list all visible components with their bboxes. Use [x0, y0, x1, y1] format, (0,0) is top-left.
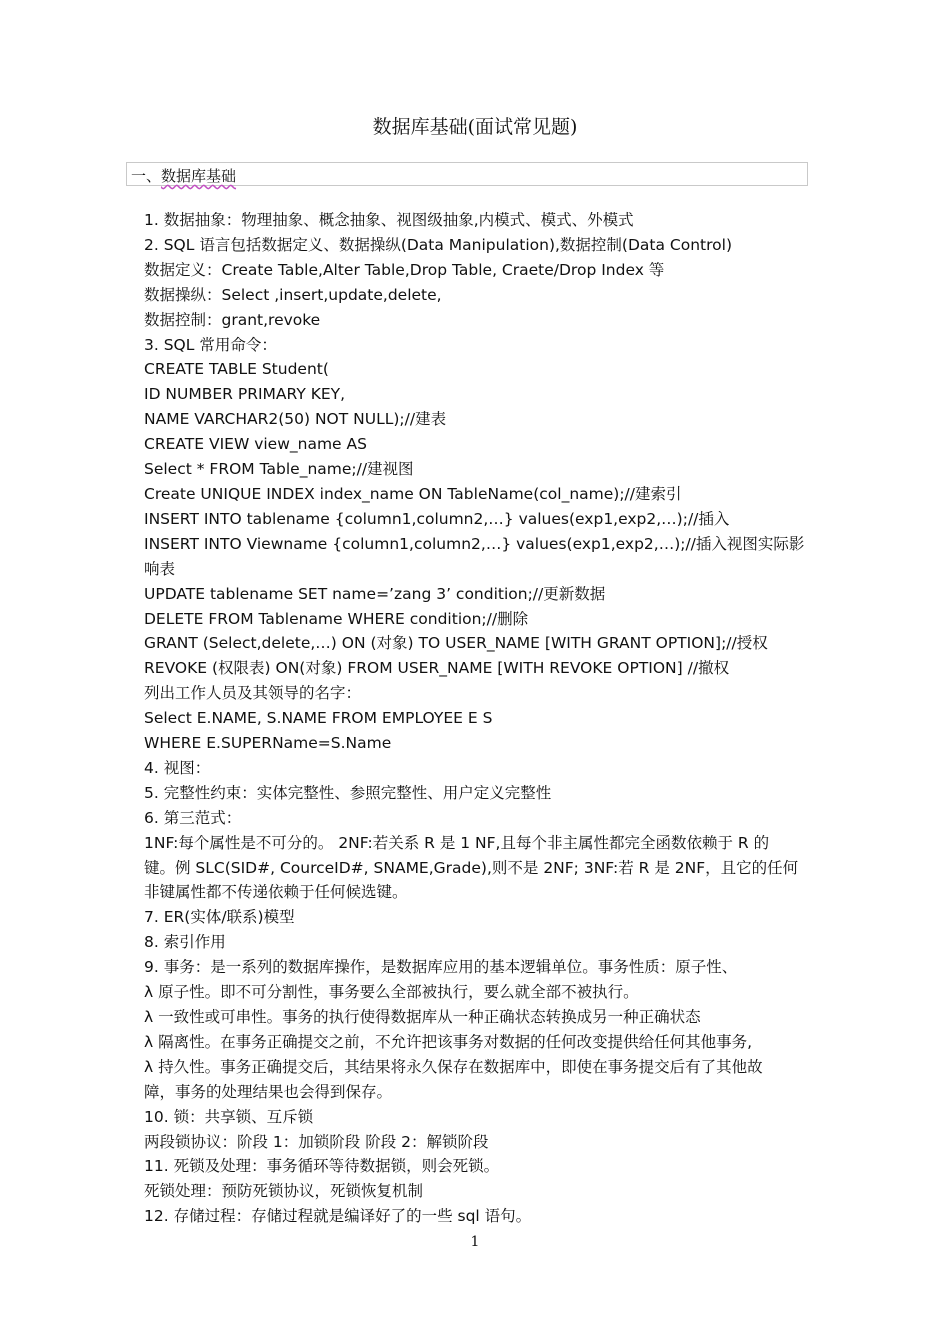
text-line: 8. 索引作用 — [144, 933, 226, 952]
section-label: 数据库基础 — [161, 167, 237, 185]
section-heading — [131, 165, 236, 186]
text-line: REVOKE (权限表) ON(对象) FROM USER_NAME [WITH REVOKE OPTION] //撤权 — [144, 659, 730, 678]
text-line: 列出工作人员及其领导的名字： — [144, 684, 362, 703]
text-line: GRANT (Select,delete,…) ON (对象) TO USER_NAME [WITH GRANT OPTION];//授权 — [144, 634, 768, 653]
text-line: 障，事务的处理结果也会得到保存。 — [144, 1082, 393, 1101]
text-line: UPDATE tablename SET name=’zang 3’ condition;//更新数据 — [144, 584, 606, 603]
text-line: λ 原子性。即不可分割性，事务要么全部被执行，要么就全部不被执行。 — [144, 983, 639, 1002]
text-line: 2. SQL 语言包括数据定义、数据操纵(Data Manipulation),数据控制(Data Control) — [144, 235, 732, 254]
text-line: INSERT INTO Viewname {column1,column2,…} values(exp1,exp2,…);//插入视图实际影 — [144, 534, 805, 553]
text-line: 6. 第三范式： — [144, 808, 242, 827]
text-line: 键。例 SLC(SID#, CourceID#, SNAME,Grade),则不是 2NF; 3NF:若 R 是 2NF，且它的任何 — [144, 858, 799, 877]
text-line: 死锁处理：预防死锁协议，死锁恢复机制 — [144, 1182, 424, 1201]
text-line: 10. 锁：共享锁、互斥锁 — [144, 1107, 314, 1126]
text-line: 非键属性都不传递依赖于任何候选键。 — [144, 883, 408, 902]
text-line: 12. 存储过程：存储过程就是编译好了的一些 sql 语句。 — [144, 1207, 532, 1226]
text-line: λ 持久性。事务正确提交后，其结果将永久保存在数据库中，即使在事务提交后有了其他故 — [144, 1057, 763, 1076]
text-line: λ 一致性或可串性。事务的执行使得数据库从一种正确状态转换成另一种正确状态 — [144, 1008, 701, 1026]
text-line: DELETE FROM Tablename WHERE condition;//删除 — [144, 609, 529, 628]
text-line: 1NF:每个属性是不可分的。 2NF:若关系 R 是 1 NF,且每个非主属性都完全函数依赖于 R 的 — [144, 833, 770, 852]
text-line: 两段锁协议：阶段 1：加锁阶段 阶段 2：解锁阶段 — [144, 1132, 489, 1151]
section-heading-box — [126, 162, 808, 186]
text-line: 7. ER(实体/联系)模型 — [144, 908, 295, 927]
text-line: Create UNIQUE INDEX index_name ON TableName(col_name);//建索引 — [144, 484, 682, 503]
text-line: WHERE E.SUPERName=S.Name — [144, 734, 392, 753]
page-number: 1 — [470, 1234, 480, 1250]
document-body — [144, 208, 810, 1229]
section-prefix: 一、 — [131, 167, 162, 185]
text-line: INSERT INTO tablename {column1,column2,…} values(exp1,exp2,…);//插入 — [144, 509, 730, 528]
text-line: 9. 事务：是一系列的数据库操作，是数据库应用的基本逻辑单位。事务性质：原子性、 — [144, 958, 738, 977]
text-line: Select * FROM Table_name;//建视图 — [144, 460, 414, 479]
text-line: 3. SQL 常用命令： — [144, 335, 277, 354]
text-line: 4. 视图： — [144, 758, 211, 777]
text-line: 5. 完整性约束：实体完整性、参照完整性、用户定义完整性 — [144, 783, 552, 802]
page-title: 数据库基础(面试常见题) — [372, 116, 578, 138]
text-line: CREATE TABLE Student( — [144, 360, 329, 379]
text-line: 数据定义：Create Table,Alter Table,Drop Table, Craete/Drop Index 等 — [144, 260, 665, 279]
text-line: 11. 死锁及处理：事务循环等待数据锁，则会死锁。 — [144, 1157, 500, 1176]
text-line: 数据控制：grant,revoke — [144, 310, 321, 329]
text-line: ID NUMBER PRIMARY KEY, — [144, 385, 346, 404]
text-line: λ 隔离性。在事务正确提交之前，不允许把该事务对数据的任何改变提供给任何其他事务, — [144, 1032, 753, 1051]
text-line: 数据操纵：Select ,insert,update,delete, — [144, 285, 442, 304]
text-line: NAME VARCHAR2(50) NOT NULL);//建表 — [144, 410, 447, 429]
text-line: CREATE VIEW view_name AS — [144, 435, 367, 454]
text-line: 响表 — [144, 559, 176, 578]
text-line: 1. 数据抽象：物理抽象、概念抽象、视图级抽象,内模式、模式、外模式 — [144, 211, 634, 229]
text-line: Select E.NAME, S.NAME FROM EMPLOYEE E S — [144, 709, 493, 728]
